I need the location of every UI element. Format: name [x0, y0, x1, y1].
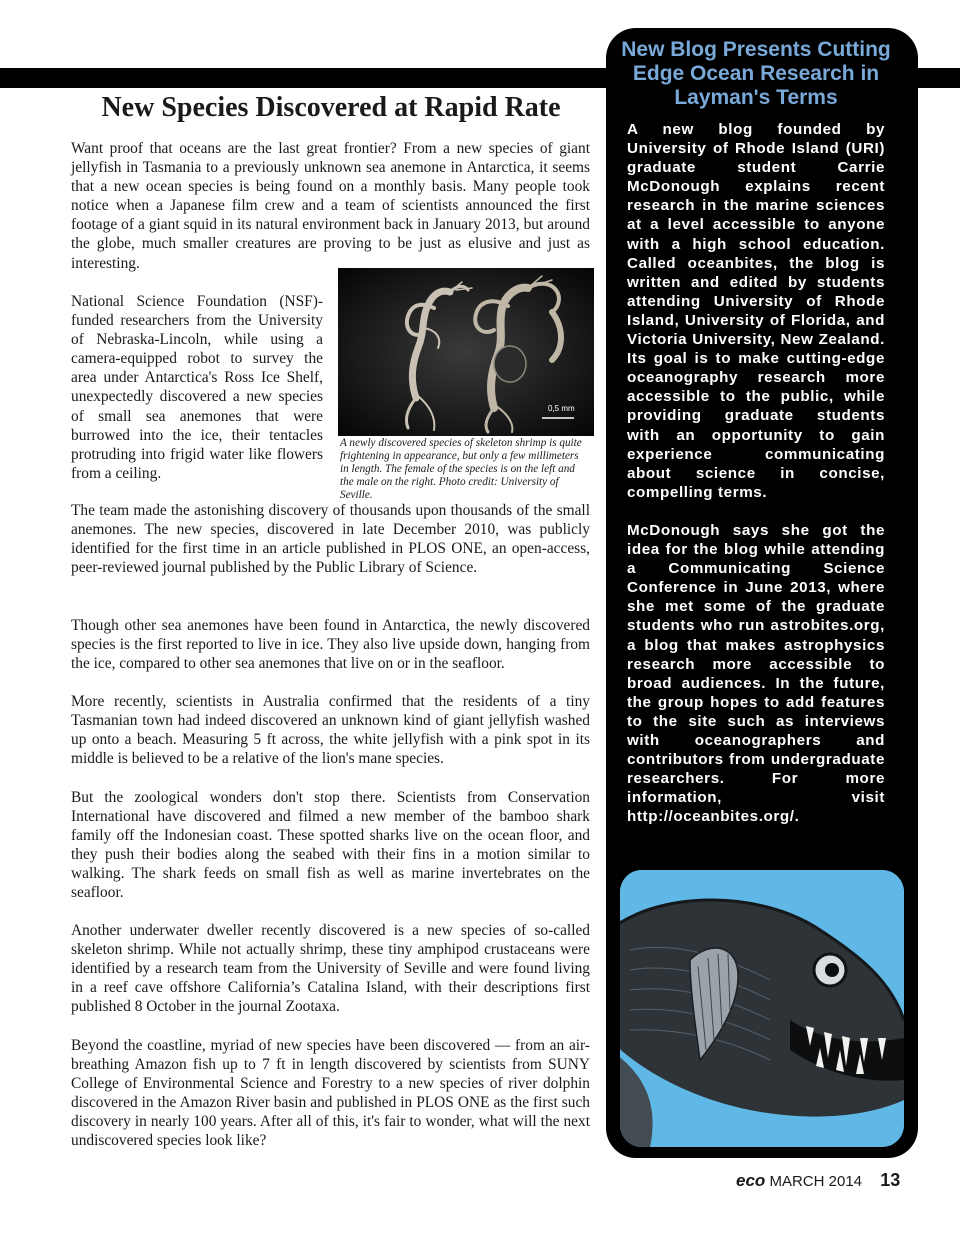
- article-paragraph-5: More recently, scientists in Australia confirmed that the residents of a tiny Tasmanian town had indeed discovered an unknown kind of giant jellyfish washed up onto a beach. Measuring 5 ft across, the white jellyfish with a pink spot in its middle is believed to be a relative of the lion's mane species.: [71, 693, 590, 768]
- article-paragraph-1: Want proof that oceans are the last great frontier? From a new species of giant jellyfish in Tasmania to a previously unknown sea anemone in Antarctica, it seems that a new ocean species is being found on a monthly basis. Many people took notice when a Japanese film crew and a team of scientists announced the first footage of a giant squid in its natural environment back in January 2013, but around the globe, much smaller creatures are proving to be just as elusive and just as interesting.: [71, 140, 590, 272]
- article-title: New Species Discovered at Rapid Rate: [101, 92, 561, 123]
- article-paragraph-4: Though other sea anemones have been found in Antarctica, the newly discovered species is the first reported to live in ice. They also live upside down, hanging from the ice, compared to other sea anemones that live on or in the seafloor.: [71, 617, 590, 673]
- photo-caption: A newly discovered species of skeleton shrimp is quite frightening in appearance, but only a few millimeters in length. The female of the species is on the left and the male on the right. Photo credit: University of Seville.: [340, 437, 582, 501]
- deep-sea-fish-image: [620, 870, 904, 1147]
- article-paragraph-3: The team made the astonishing discovery of thousands upon thousands of the small anemones. The new species, discovered in late December 2010, was publicly identified for the first time in an article published in PLOS ONE, an open-access, peer-reviewed journal published by the Public Library of Science.: [71, 502, 590, 577]
- sidebar-paragraph-2: McDonough says she got the idea for the blog while attending a Communicating Science Conference in June 2013, where she met some of the graduate students who run astrobites.org, a blog that makes astrophysics research more accessible to broad audiences. In the future, the group hopes to add features to the site such as interviews with oceanographers and contributors from undergraduate researchers. For more information, visit http://oceanbites.org/.: [627, 522, 885, 826]
- page-number: 13: [880, 1170, 901, 1190]
- footer-brand: eco: [736, 1171, 766, 1190]
- skeleton-shrimp-photo: [338, 268, 594, 436]
- anglerfish-illustration: [620, 870, 904, 1147]
- sidebar-paragraph-1: A new blog founded by University of Rhode Island (URI) graduate student Carrie McDonough explains recent research in the marine sciences at a level accessible to anyone with a high school education. Called oceanbites, the blog is written and edited by students attending University of Rhode Island, University of Florida, and Victoria University, New Zealand. Its goal is to make cutting-edge oceanography research more accessible to the public, while providing graduate students with an opportunity to gain experience communicating about science in concise, compelling terms.: [627, 121, 885, 501]
- article-paragraph-2: National Science Foundation (NSF)-funded researchers from the University of Nebraska-Lincoln, while using a camera-equipped robot to survey the area under Antarctica's Ross Ice Shelf, unexpectedly discovered a new species of small sea anemones that were burrowed into the ice, their tentacles protruding into frigid water like flowers from a ceiling.: [71, 293, 323, 482]
- footer-issue: MARCH 2014: [769, 1173, 863, 1190]
- article-paragraph-7: Another underwater dweller recently discovered is a new species of so-called skeleton shrimp. While not actually shrimp, these tiny amphipod crustaceans were identified by a research team from the University of Seville and were found living in a reef cave offshore California’s Catalina Island, with their descriptions first published 8 October in the journal Zootaxa.: [71, 922, 590, 1016]
- sidebar-title: New Blog Presents Cutting Edge Ocean Research in Layman's Terms: [621, 38, 891, 109]
- article-paragraph-8: Beyond the coastline, myriad of new species have been discovered — from an air-breathing Amazon fish up to 7 ft in length discovered by scientists from SUNY College of Environmental Science and Forestry to a new species of river dolphin discovered in the Amazon River basin and published in PLOS ONE as the first such discovery in nearly 100 years. After all of this, it's fair to wonder, what will the next undiscovered species look like?: [71, 1037, 590, 1150]
- article-paragraph-6: But the zoological wonders don't stop there. Scientists from Conservation International have discovered and filmed a new member of the bamboo shark family off the Indonesian coast. These spotted sharks live on the ocean floor, and they push their bodies along the seabed with their fins in a motion similar to walking. The shark feeds on small fish as well as marine invertebrates on the seafloor.: [71, 789, 590, 902]
- page-footer: [736, 1170, 936, 1191]
- photo-scale-label: 0,5 mm: [548, 404, 575, 413]
